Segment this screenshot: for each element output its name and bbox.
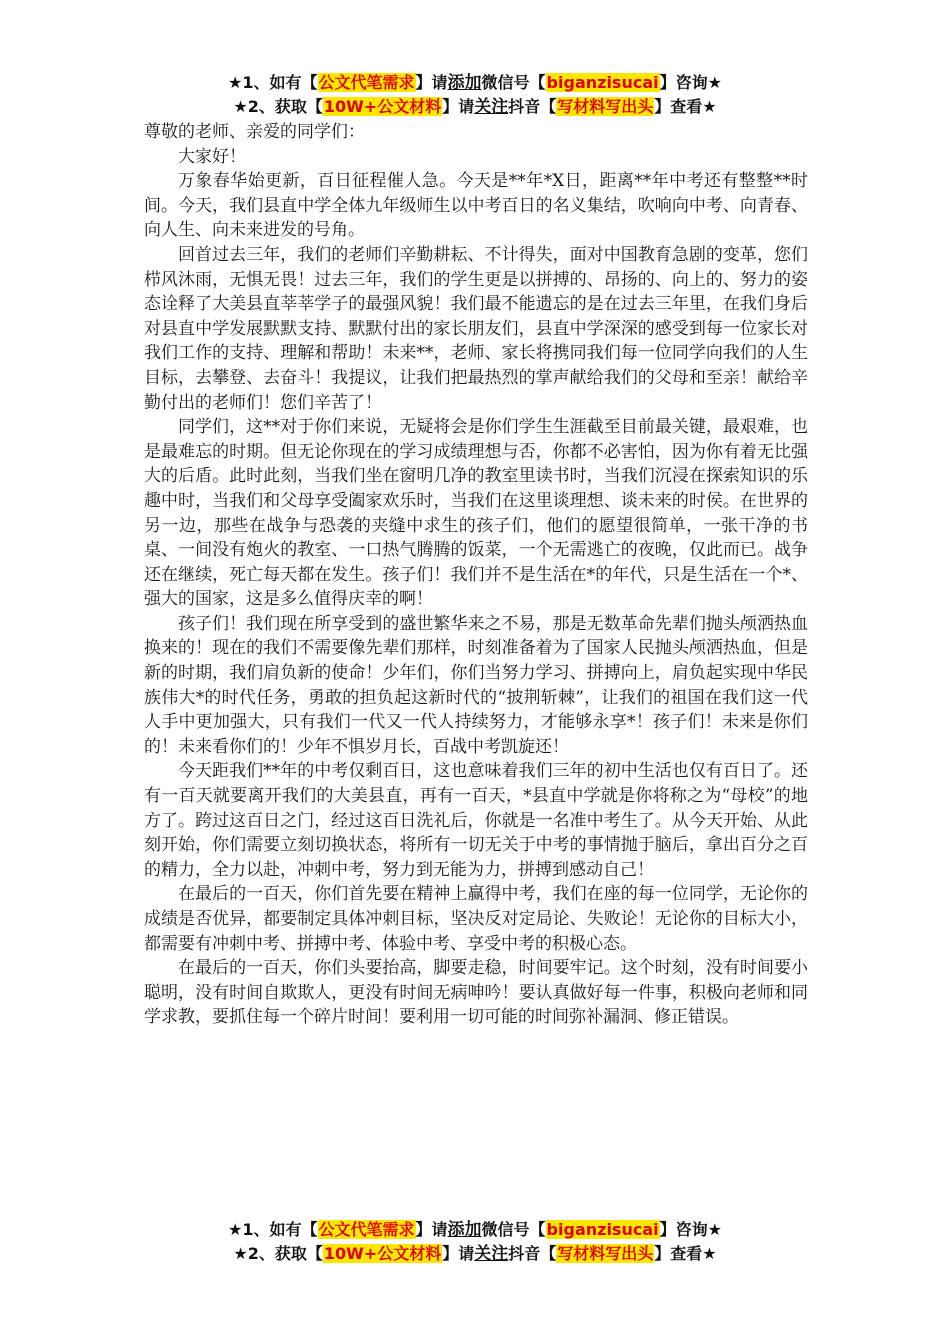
banner-text: ★1、如有【 bbox=[228, 73, 318, 92]
paragraph: 在最后的一百天，你们首先要在精神上赢得中考，我们在座的每一位同学，无论你的成绩是否优异，都要制定具体冲刺目标，坚决反对定局论、失败论！无论你的目标大小，都需要有冲刺中考、拼搏中考、体验中考、享受中考的积极心态。 bbox=[144, 884, 808, 954]
paragraph: 同学们，这**对于你们来说，无疑将会是你们学生生涯截至目前最关键，最艰难，也是最难忘的时期。但无论你现在的学习成绩理想与否，你都不必害怕，因为你有着无比强大的后盾。此时此刻，当我们坐在窗明几净的教室里读书时，当我们沉浸在探索知识的乐趣中时，当我们和父母享受阖家欢乐时，当我们在这里谈理想、谈未来的时侯。在世界的另一边，那些在战争与恐袭的夹缝中求生的孩子们，他们的愿望很简单，一张干净的书桌、一间没有炮火的教室、一口热气腾腾的饭菜，一个无需逃亡的夜晚，仅此而已。战争还在继续，死亡每天都在发生。孩子们！我们并不是生活在*的年代，只是生活在一个*、强大的国家，这是多么值得庆幸的啊！ bbox=[144, 417, 808, 610]
banner-text: 】请 bbox=[442, 97, 475, 116]
paragraph: 万象春华始更新，百日征程催人急。今天是**年*X日，距离**年中考还有整整**时间。今天，我们县直中学全体九年级师生以中考百日的名义集结，吹响向中考、向青春、向人生、向未来进发的号角。 bbox=[144, 171, 808, 241]
footer-banner bbox=[0, 1218, 950, 1266]
banner-text: 】咨询★ bbox=[659, 73, 722, 92]
banner-line-2 bbox=[0, 1242, 950, 1266]
banner-highlight-douyin-id: 写材料写出头 bbox=[557, 1244, 654, 1263]
banner-text: ★2、获取【 bbox=[233, 1244, 323, 1263]
banner-text: 】请 bbox=[415, 73, 448, 92]
banner-highlight-douyin-id: 写材料写出头 bbox=[557, 97, 654, 116]
banner-text: 抖音【 bbox=[508, 97, 557, 116]
salutation: 尊敬的老师、亲爱的同学们： bbox=[144, 122, 365, 142]
banner-text: ★1、如有【 bbox=[228, 1220, 318, 1239]
banner-highlight-materials: 10W+公文材料 bbox=[323, 1244, 442, 1263]
paragraph-greeting: 大家好！ bbox=[178, 146, 246, 167]
banner-text: 】查看★ bbox=[654, 1244, 717, 1263]
banner-text: 】咨询★ bbox=[659, 1220, 722, 1239]
banner-text: 】查看★ bbox=[654, 97, 717, 116]
paragraph: 回首过去三年，我们的老师们辛勤耕耘、不计得失，面对中国教育急剧的变革，您们栉风沐雨，无惧无畏！过去三年，我们的学生更是以拼搏的、昂扬的、向上的、努力的姿态诠释了大美县直莘莘学子的最强风貌！我们最不能遗忘的是在过去三年里，在我们身后对县直中学发展默默支持、默默付出的家长朋友们，县直中学深深的感受到每一位家长对我们工作的支持、理解和帮助！未来**，老师、家长将携同我们每一位同学向我们的人生目标，去攀登、去奋斗！我提议，让我们把最热烈的掌声献给我们的父母和至亲！献给辛勤付出的老师们！您们辛苦了！ bbox=[144, 244, 808, 413]
paragraph: 今天距我们**年的中考仅剩百日，这也意味着我们三年的初中生活也仅有百日了。还有一百天就要离开我们的大美县直，再有一百天，*县直中学就是你将称之为“母校”的地方了。跨过这百日之门，经过这百日洗礼后，你就是一名准中考生了。从今天开始、从此刻开始，你们需要立刻切换状态，将所有一切无关于中考的事情抛于脑后，拿出百分之百的精力，全力以赴，冲刺中考，努力到无能为力，拼搏到感动自己！ bbox=[144, 761, 808, 880]
paragraph: 在最后的一百天，你们头要抬高，脚要走稳，时间要牢记。这个时刻，没有时间要小聪明，没有时间自欺欺人，更没有时间无病呻吟！要认真做好每一件事，积极向老师和同学求教，要抓住每一个碎片时间！要利用一切可能的时间弥补漏洞、修正错误。 bbox=[144, 958, 808, 1028]
banner-highlight-materials: 10W+公文材料 bbox=[323, 97, 442, 116]
speech-body bbox=[144, 120, 808, 1030]
banner-text: 微信号【 bbox=[481, 73, 546, 92]
banner-line-1 bbox=[0, 1218, 950, 1242]
banner-highlight-service: 公文代笔需求 bbox=[318, 73, 415, 92]
header-banner bbox=[0, 71, 950, 119]
banner-text: 】请 bbox=[415, 1220, 448, 1239]
banner-highlight-wechat-id: biganzisucai bbox=[546, 73, 659, 92]
banner-highlight-wechat-id: biganzisucai bbox=[546, 1220, 659, 1239]
banner-text: ★2、获取【 bbox=[233, 97, 323, 116]
banner-emphasis: 关注 bbox=[474, 1244, 509, 1264]
banner-emphasis: 添加 bbox=[447, 73, 482, 93]
paragraph: 孩子们！我们现在所享受到的盛世繁华来之不易，那是无数革命先辈们抛头颅洒热血换来的！现在的我们不需要像先辈们那样，时刻准备着为了国家人民抛头颅洒热血，但是新的时期，我们肩负新的使命！少年们，你们当努力学习、拼搏向上，肩负起实现中华民族伟大*的时代任务，勇敢的担负起这新时代的“披荆斩棘”，让我们的祖国在我们这一代人手中更加强大，只有我们一代又一代人持续努力，才能够永享*！孩子们！未来是你们的！未来看你们的！少年不惧岁月长，百战中考凯旋还！ bbox=[144, 613, 808, 757]
banner-text: 微信号【 bbox=[481, 1220, 546, 1239]
banner-line-1 bbox=[0, 71, 950, 95]
banner-text: 】请 bbox=[442, 1244, 475, 1263]
banner-emphasis: 添加 bbox=[447, 1220, 482, 1240]
banner-text: 抖音【 bbox=[508, 1244, 557, 1263]
banner-line-2 bbox=[0, 95, 950, 119]
banner-highlight-service: 公文代笔需求 bbox=[318, 1220, 415, 1239]
banner-emphasis: 关注 bbox=[474, 97, 509, 117]
